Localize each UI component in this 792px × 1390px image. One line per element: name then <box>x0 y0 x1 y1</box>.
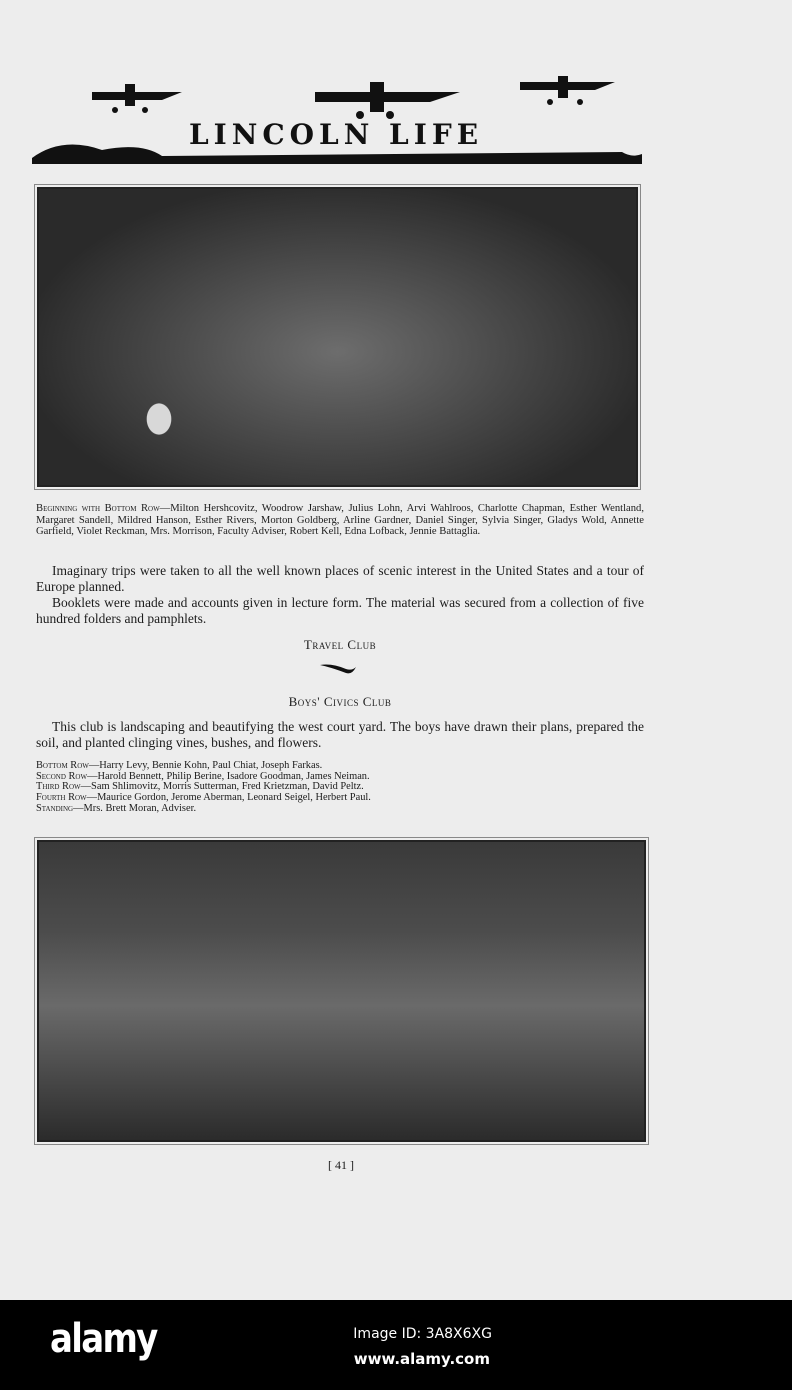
caption-lead: Beginning with Bottom Row <box>36 503 160 514</box>
image-id: Image ID: 3A8X6XG <box>353 1326 492 1342</box>
row-names: —Maurice Gordon, Jerome Aberman, Leonard Seigel, Herbert Paul. <box>86 792 371 804</box>
paragraph: Booklets were made and accounts given in lecture form. The material was secured from a collection of five hundred folders and pamphlets. <box>36 595 644 626</box>
row-label: Bottom Row <box>36 760 89 771</box>
boys-civics-club-photo <box>37 840 646 1142</box>
boys-civics-club-title: Boys' Civics Club <box>288 694 392 709</box>
boys-civics-club-description <box>36 719 644 751</box>
site-url: www.alamy.com <box>353 1350 490 1368</box>
travel-club-description <box>36 563 644 627</box>
travel-club-caption <box>36 503 644 538</box>
caption-names: —Milton Hershcovitz, Woodrow Jarshaw, Julius Lohn, Arvi Wahlroos, Charlotte Chapman, Esther Wentland, Margaret Sandell, Mildred Hanson, Esther Rivers, Morton Goldberg, Arline Gardner, Daniel Singer, Sylvia Singer, Gladys Wold, Annette Garfield, Violet Reckman, Mrs. Morrison, Faculty Adviser, Robert Kell, Edna Lofback, Jennie Battaglia. <box>36 503 644 538</box>
row-names: —Harry Levy, Bennie Kohn, Paul Chiat, Joseph Farkas. <box>88 760 323 771</box>
row-names: —Mrs. Brett Moran, Adviser. <box>73 802 197 814</box>
roster-row <box>36 804 636 815</box>
travel-club-title: Travel Club <box>303 637 377 652</box>
row-label: Fourth Row <box>36 792 87 804</box>
row-names: —Sam Shlimovitz, Morris Sutterman, Fred Krietzman, David Peltz. <box>80 781 364 793</box>
row-label: Standing <box>36 802 74 814</box>
ornament-icon <box>318 662 358 676</box>
alamy-logo: alamy <box>50 1316 157 1362</box>
row-label: Second Row <box>36 770 88 782</box>
page-number: [ 41 ] <box>328 1158 354 1172</box>
row-label: Third Row <box>36 781 81 793</box>
paragraph: Imaginary trips were taken to all the well known places of scenic interest in the United States and a tour of Europe planned. <box>36 563 644 594</box>
header-title: LINCOLN LIFE <box>188 118 484 151</box>
travel-club-photo <box>37 187 638 487</box>
row-names: —Harold Bennett, Philip Berine, Isadore Goodman, James Neiman. <box>87 770 370 782</box>
watermark-bar <box>0 1300 792 1390</box>
header-banner <box>30 70 642 166</box>
paragraph: This club is landscaping and beautifying the west court yard. The boys have drawn their plans, prepared the soil, and planted clinging vines, bushes, and flowers. <box>36 719 644 750</box>
boys-civics-roster <box>36 761 636 815</box>
